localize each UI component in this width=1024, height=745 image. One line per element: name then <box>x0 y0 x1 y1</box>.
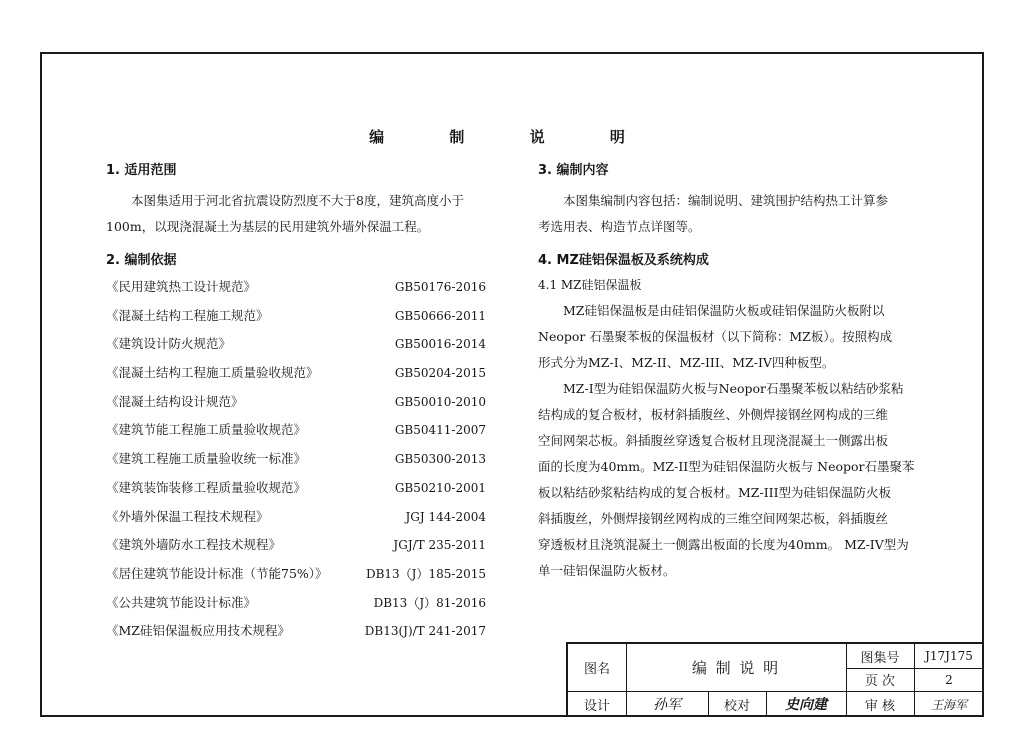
standard-row <box>106 330 486 359</box>
atlas-no-label: 图集号 <box>860 650 900 666</box>
drawing-name: 编 制 说 明 <box>691 659 781 677</box>
section4-para2-line: 板以粘结砂浆粘结构成的复合板材。MZ-III型为硅铝保温防火板 <box>538 485 892 500</box>
standard-row <box>106 416 486 445</box>
standard-row <box>106 359 486 388</box>
section1-heading: 1. 适用范围 <box>106 163 177 178</box>
page-title: 编 制 说 明 <box>369 128 655 146</box>
standard-code: GB50666-2011 <box>394 308 486 323</box>
design-label: 设计 <box>583 698 610 714</box>
atlas-no: J17J175 <box>925 649 973 663</box>
section4-para2-line: 单一硅铝保温防火板材。 <box>538 563 676 578</box>
title-block <box>566 642 984 717</box>
section4-para2-line: 面的长度为40mm。MZ-II型为硅铝保温防火板与 Neopor石墨聚苯 <box>538 459 915 474</box>
section4-para2-line: 结构成的复合板材，板材斜插腹丝、外侧焊接钢丝网构成的三维 <box>538 407 889 422</box>
standard-row <box>106 617 486 646</box>
standard-name: 《公共建筑节能设计标准》 <box>106 594 257 610</box>
standard-name: 《建筑外墙防水工程技术规程》 <box>106 537 282 553</box>
standard-code: GB50300-2013 <box>394 452 486 467</box>
section4-para1-line: Neopor 石墨聚苯板的保温板材（以下简称：MZ板）。按照构成 <box>538 329 893 344</box>
standard-name: 《混凝土结构工程施工规范》 <box>106 307 269 323</box>
review-label: 审 核 <box>864 698 896 714</box>
standard-row <box>106 302 486 331</box>
section4-para2-line: MZ-I型为硅铝保温防火板与Neopor石墨聚苯板以粘结砂浆粘 <box>563 381 904 396</box>
check-signature: 史向建 <box>785 697 827 713</box>
standard-code: GB50016-2014 <box>394 337 486 352</box>
section4-para2-line: 穿透板材且浇筑混凝土一侧露出板面的长度为40mm。 MZ-IV型为 <box>538 537 909 552</box>
standard-name: 《民用建筑热工设计规范》 <box>106 279 257 294</box>
standard-name: 《建筑工程施工质量验收统一标准》 <box>106 451 307 467</box>
standard-row <box>106 273 486 302</box>
standard-code: JGJ/T 235-2011 <box>393 538 486 553</box>
standard-code: GB50176-2016 <box>394 280 486 294</box>
section1-line1: 本图集适用于河北省抗震设防烈度不大于8度，建筑高度小于 <box>131 193 464 208</box>
page-number: 2 <box>945 672 953 687</box>
section3-heading: 3. 编制内容 <box>538 163 609 178</box>
right-column <box>538 162 918 584</box>
drawing-name-label: 图名 <box>583 662 610 677</box>
standard-code: GB50010-2010 <box>394 394 486 409</box>
section3-line2: 考选用表、构造节点详图等。 <box>538 219 701 234</box>
standard-code: DB13（J）185-2015 <box>365 566 486 581</box>
standard-row <box>106 388 486 417</box>
standard-row <box>106 503 486 532</box>
page-label: 页 次 <box>864 674 896 689</box>
standard-name: 《建筑装饰装修工程质量验收规范》 <box>106 479 307 495</box>
standard-name: 《混凝土结构工程施工质量验收规范》 <box>106 365 319 381</box>
standard-name: 《MZ硅铝保温板应用技术规程》 <box>106 623 290 639</box>
standard-name: 《外墙外保温工程技术规程》 <box>106 508 269 524</box>
standard-name: 《建筑节能工程施工质量验收规范》 <box>106 422 307 438</box>
standard-code: DB13(J)/T 241-2017 <box>364 624 486 639</box>
section4-subheading: 4.1 MZ硅铝保温板 <box>538 278 642 292</box>
design-signature: 孙军 <box>653 697 681 713</box>
standard-code: JGJ 144-2004 <box>405 509 486 524</box>
section4-para1-line: 形式分为MZ-I、MZ-II、MZ-III、MZ-IV四种板型。 <box>538 355 835 370</box>
section3-line1: 本图集编制内容包括：编制说明、建筑围护结构热工计算参 <box>563 193 889 208</box>
standard-code: GB50411-2007 <box>394 423 486 438</box>
standard-row <box>106 445 486 474</box>
standard-code: DB13（J）81-2016 <box>373 595 486 610</box>
check-label: 校对 <box>723 698 750 714</box>
section2-heading: 2. 编制依据 <box>106 253 177 268</box>
standard-code: GB50204-2015 <box>394 366 486 381</box>
standard-row <box>106 560 486 589</box>
section1-line2: 100m，以现浇混凝土为基层的民用建筑外墙外保温工程。 <box>106 219 430 234</box>
standard-row <box>106 474 486 503</box>
left-column <box>106 162 486 646</box>
standard-row <box>106 589 486 618</box>
standard-name: 《混凝土结构设计规范》 <box>106 393 244 409</box>
standard-name: 《居住建筑节能设计标准（节能75%）》 <box>106 565 328 581</box>
standard-code: GB50210-2001 <box>394 480 486 495</box>
standard-name: 《建筑设计防火规范》 <box>106 336 232 352</box>
standard-row <box>106 531 486 560</box>
review-signature: 王海军 <box>930 697 967 712</box>
section4-para2-line: 斜插腹丝，外侧焊接钢丝网构成的三维空间网架芯板，斜插腹丝 <box>538 511 889 526</box>
section4-para1-line: MZ硅铝保温板是由硅铝保温防火板或硅铝保温防火板附以 <box>563 303 885 318</box>
section4-para2-line: 空间网架芯板。斜插腹丝穿透复合板材且现浇混凝土一侧露出板 <box>538 433 889 448</box>
standards-list <box>106 273 486 646</box>
section4-heading: 4. MZ硅铝保温板及系统构成 <box>538 253 709 268</box>
